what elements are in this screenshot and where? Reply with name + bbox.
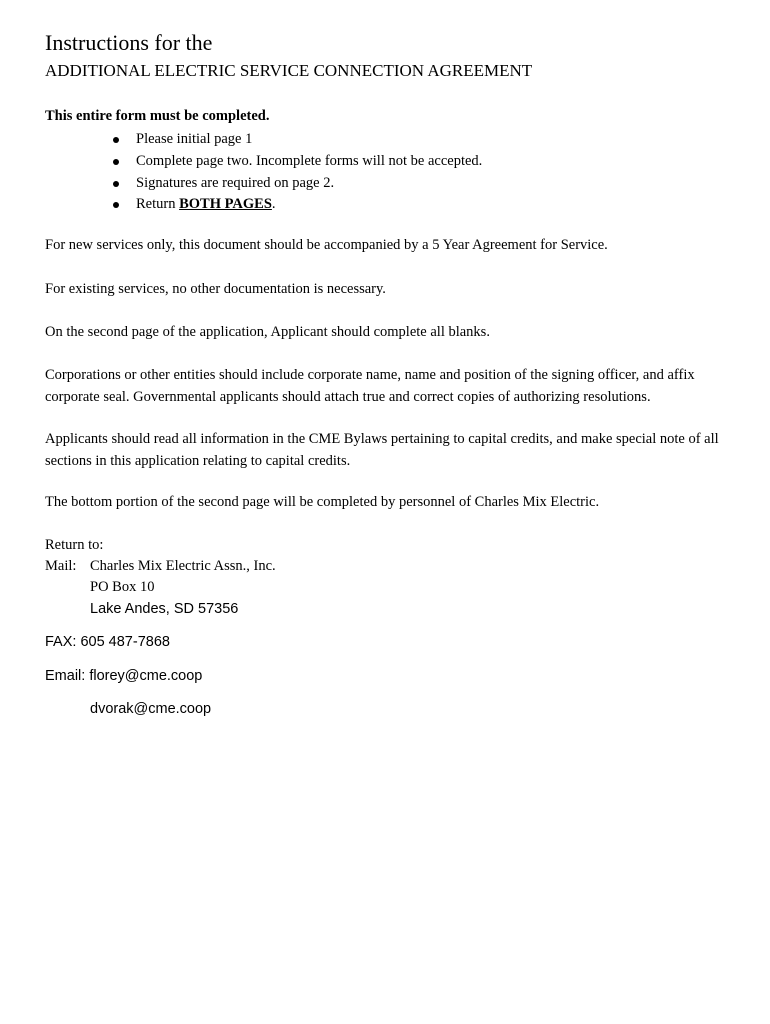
list-item-return bbox=[110, 194, 482, 216]
bullet-icon bbox=[113, 137, 119, 143]
mail-organization: Charles Mix Electric Assn., Inc. bbox=[90, 558, 276, 574]
bottom-portion-paragraph: The bottom portion of the second page will be completed by personnel of Charles Mix Electric. bbox=[45, 494, 600, 510]
new-services-paragraph: For new services only, this document should be accompanied by a 5 Year Agreement for Service. bbox=[45, 237, 608, 253]
second-page-paragraph: On the second page of the application, Applicant should complete all blanks. bbox=[45, 324, 490, 340]
return-suffix: . bbox=[271, 196, 276, 213]
list-item-text: Please initial page 1 bbox=[136, 131, 253, 147]
list-item-text: Signatures are required on page 2. bbox=[136, 174, 335, 191]
email-primary: Email: florey@cme.coop bbox=[45, 668, 203, 684]
list-item bbox=[110, 151, 482, 173]
document-title: Instructions for the bbox=[45, 30, 213, 55]
agreement-title: ADDITIONAL ELECTRIC SERVICE CONNECTION AGREEMENT bbox=[45, 61, 533, 80]
bullet-icon bbox=[113, 202, 119, 208]
bullet-icon bbox=[113, 159, 119, 165]
return-to-heading: Return to: bbox=[45, 537, 104, 553]
existing-services-paragraph: For existing services, no other documentation is necessary. bbox=[45, 281, 386, 297]
bylaws-paragraph: Applicants should read all information in the CME Bylaws pertaining to capital credits, and make special note of all sections in this application relating to capital credits. bbox=[45, 431, 719, 469]
fax-number: FAX: 605 487-7868 bbox=[45, 634, 170, 650]
requirement-heading: This entire form must be completed. bbox=[45, 108, 270, 124]
list-item-text: Complete page two. Incomplete forms will not be accepted. bbox=[136, 152, 483, 169]
list-item bbox=[110, 173, 482, 195]
return-prefix: Return bbox=[136, 196, 180, 213]
corporations-paragraph: Corporations or other entities should include corporate name, name and position of the signing officer, and affix corporate seal. Governmental applicants should attach true and correct copies of authorizing resolutions. bbox=[45, 367, 695, 405]
both-pages-emphasis: BOTH PAGES bbox=[179, 196, 272, 213]
instruction-list bbox=[110, 129, 482, 216]
list-item bbox=[110, 129, 482, 151]
email-secondary: dvorak@cme.coop bbox=[90, 701, 212, 717]
mail-city-state-zip: Lake Andes, SD 57356 bbox=[90, 601, 239, 617]
bullet-icon bbox=[113, 181, 119, 187]
mail-po-box: PO Box 10 bbox=[90, 579, 155, 595]
mail-label: Mail: bbox=[45, 558, 77, 574]
